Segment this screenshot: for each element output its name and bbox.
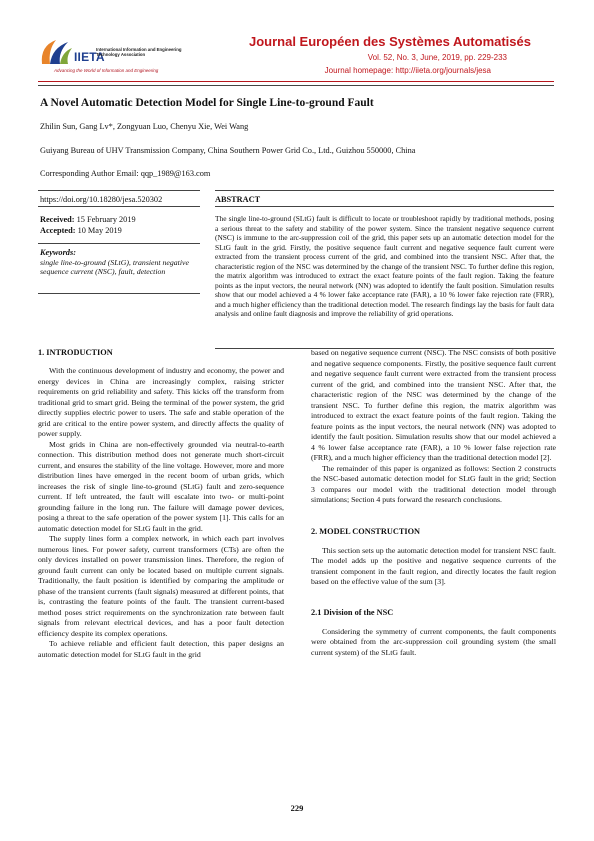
- model-construction-body: [311, 546, 556, 588]
- intro-paragraph: With the continuous development of industry and economy, the power and energy devices in China are increasingly complex, raising stricter requirements on grid reliability and safety. This kicks off the transform from traditional grid to smart grid. Being the terminal of the power system, the grid directly supplies electric power to users. The safe and stable operation of the grid are critical to the entire power system, and directly affects the quality of power supply.: [38, 366, 284, 438]
- keywords-text: single line-to-ground (SLtG), transient negative sequence current (NSC), fault, detection: [40, 258, 189, 277]
- journal-homepage-link[interactable]: Journal homepage: http://iieta.org/journals/jesa: [324, 66, 491, 75]
- keywords-divider-bottom: [38, 293, 200, 294]
- logo-name: IIETA: [74, 50, 105, 64]
- subsection-heading-division-nsc: 2.1 Division of the NSC: [311, 607, 394, 617]
- keywords-heading: Keywords:: [40, 248, 76, 257]
- journal-volume: Vol. 52, No. 3, June, 2019, pp. 229-233: [367, 53, 507, 62]
- journal-title: Journal Européen des Systèmes Automatisés: [248, 34, 531, 49]
- abstract-divider-bottom: [215, 206, 554, 207]
- outline-paragraph: The remainder of this paper is organized as follows: Section 2 constructs the NSC-based automatic detection model for SLtG fault in the grid; Section 3 compares our model with the traditional detection model through simulations; Section 4 puts forward the research conclusions.: [311, 463, 556, 504]
- section-heading-introduction: 1. INTRODUCTION: [38, 348, 113, 357]
- intro-continued-paragraph: based on negative sequence current (NSC). The NSC consists of both positive and negative sequence components. Firstly, the positive sequence fault current and negative sequence fault current were extracted from the transient process current of the grid, and combined into the transient NSC. After that, the characteristic region of the NSC was determined by the change of the transient NSC. To further define this region, the matrix algorithm was introduced to extract the exact feature points of the fault region. Taking the feature points as the input vectors, the neural network (NN) was adopted to identify the fault position. Simulation results show that our model achieved a 4 % lower false acceptance rate (FAR), a 10 % lower false rejection rate (FRR), and a much higher efficiency than the traditional detection model [2].: [311, 348, 556, 462]
- article-title: A Novel Automatic Detection Model for Single Line-to-ground Fault: [40, 97, 374, 109]
- header-divider-thin: [38, 85, 554, 86]
- header-divider: [38, 81, 554, 82]
- article-authors: Zhilin Sun, Gang Lv*, Zongyuan Luo, Chenyu Xie, Wei Wang: [40, 122, 249, 131]
- division-nsc-body: [311, 627, 556, 659]
- article-affiliation: Guiyang Bureau of UHV Transmission Company, China Southern Power Grid Co., Ltd., Guizhou 550000, China: [40, 146, 416, 155]
- doi-link[interactable]: https://doi.org/10.18280/jesa.520302: [40, 195, 163, 204]
- intro-paragraph: The supply lines form a complex network, in which each part involves numerous lines. For power safety, current transformers (CTs) are often the only devices installed on power transmission lines. Therefore, the region of ground fault current can only be located based on multiple current signals. Traditionally, the fault position is identified by comparing the amplitude or phase of the transient currents (fault signals) measured at different points, that is, contrasting the feature points of the fault. The transient current-based method poses strict requirements on the synchronization rate between fault signals from relevant electrical devices, and has a poor fault detection efficiency despite its complex operations.: [38, 534, 284, 638]
- page-number: 229: [290, 803, 304, 813]
- intro-continuation: [311, 348, 556, 506]
- logo-organization: International Information and Engineering Technology Association: [96, 47, 182, 57]
- iieta-logo-mark: [38, 36, 74, 68]
- abstract-divider-top: [215, 190, 554, 191]
- left-column: [38, 348, 284, 660]
- received-date: 15 February 2019: [76, 215, 136, 224]
- division-paragraph: Considering the symmetry of current components, the fault components were obtained from the arc-suppression coil grounding system (the small current system) of the SLtG fault.: [311, 626, 556, 657]
- abstract-text: The single line-to-ground (SLtG) fault is difficult to locate or troubleshoot rapidly by traditional methods, posing a serious threat to the safety and stability of the power system. Since the transient negative sequence current (NSC) is immune to the arc-suppression coil of the grid, this paper sets up an automatic detection model for the SLtG fault in the grid. Firstly, the positive sequence fault current and negative sequence fault current were extracted from the transient process current of the grid, and combined into the transient NSC. After that, the characteristic region of the NSC was determined by the change of the transient NSC. To further define this region, the matrix algorithm was introduced to extract the exact feature points of the fault region. Taking the feature points as the input vectors, the neural network (NN) was adopted to identify the fault position. Simulation results show that our model achieved a 4 % lower fake acceptance rate (FAR), a 10 % lower fake rejection rate (FRR), and a much higher efficiency than the traditional detection model. The research findings lay the basis for fault data analysis and online fault diagnosis and improve the reliability of grid operations.: [215, 214, 554, 319]
- right-column: [311, 348, 556, 658]
- section-heading-model-construction: 2. MODEL CONSTRUCTION: [311, 526, 421, 536]
- received-label: Received:: [40, 215, 75, 224]
- accepted-label: Accepted:: [40, 226, 76, 235]
- intro-paragraph: To achieve reliable and efficient fault detection, this paper designs an automatic detection model for SLtG fault in the grid: [38, 639, 284, 659]
- logo-tagline: Advancing the World of Information and Engineering: [54, 68, 159, 73]
- dates-block: [40, 214, 136, 236]
- introduction-body: [38, 366, 284, 660]
- keywords-divider-top: [38, 243, 200, 244]
- doi-divider-top: [38, 190, 200, 191]
- abstract-heading: ABSTRACT: [215, 195, 261, 204]
- intro-paragraph: Most grids in China are non-effectively grounded via neutral-to-earth connection. This distribution method does not generate much short-circuit current, and ensures the stability of the line voltage. However, more and more distribution lines have emerged in the recent boom of urban grids, which increases the risk of single line-to-ground (SLtG) fault and zero-sequence current. If left untreated, the fault will escalate into two- or multi-point grounding failure in the long run. The failure will damage power devices, posing a threat to the safe operation of the power system [1]. This calls for an automatic detection model for SLtG fault in the grid.: [38, 439, 284, 533]
- corresponding-email[interactable]: Corresponding Author Email: qqp_1989@163.com: [40, 169, 211, 178]
- keywords-block: [40, 248, 202, 277]
- model-paragraph: This section sets up the automatic detection model for transient NSC fault. The model adds up the positive and negative sequence currents of the transient component in the fault region, and directly locates the fault region based on the effective value of the sum [3].: [311, 545, 556, 586]
- accepted-date: 10 May 2019: [77, 226, 122, 235]
- doi-divider-bottom: [38, 206, 200, 207]
